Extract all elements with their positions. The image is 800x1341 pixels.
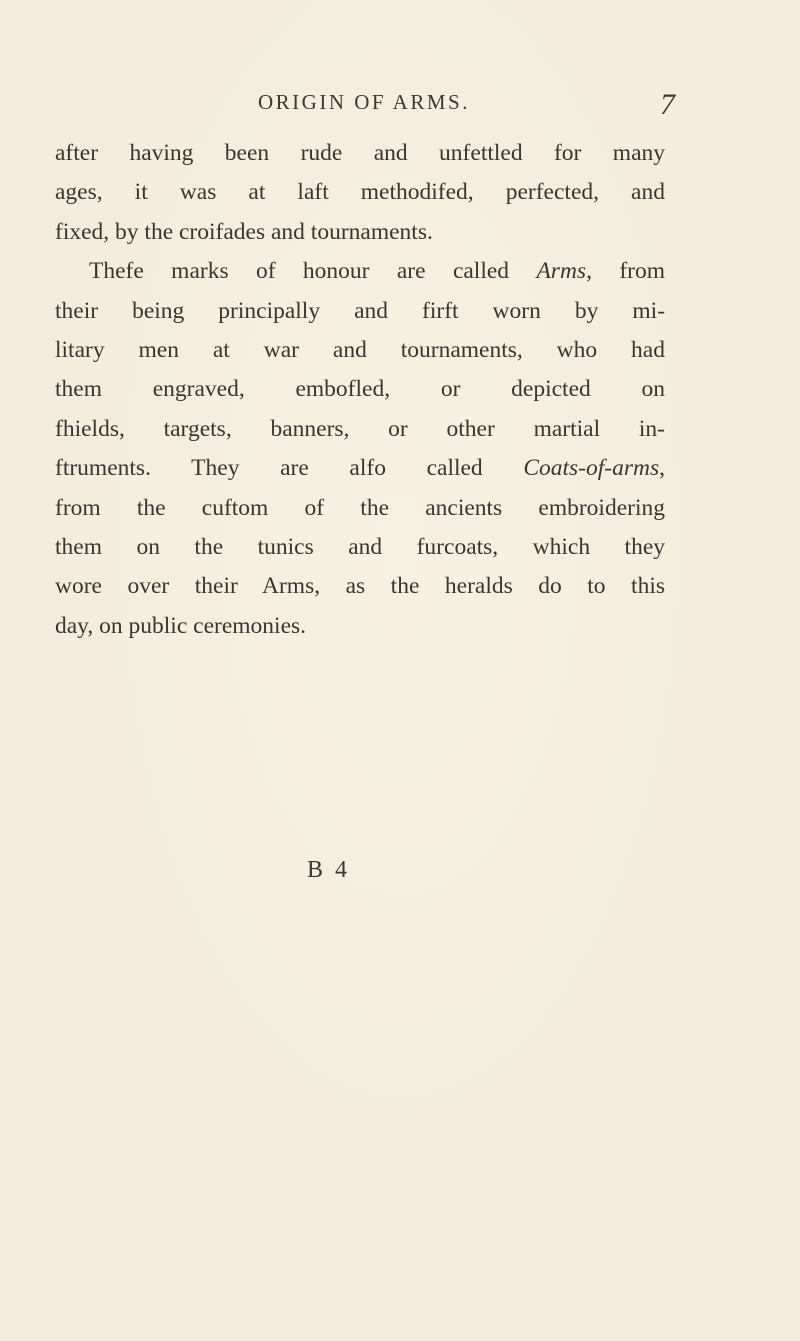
text-line: Thefe marks of honour are called Arms, from: [89, 258, 665, 285]
text-line: them on the tunics and furcoats, which they: [55, 533, 665, 560]
text-line: their being principally and firft worn by mi-: [55, 297, 665, 324]
text-line: after having been rude and unfettled for many: [55, 140, 665, 166]
text-line: them engraved, embofled, or depicted on: [55, 376, 665, 403]
text-line: ftruments. They are alfo called Coats-of-arms,: [55, 455, 665, 482]
italic-term-coats-of-arms: Coats-of-arms: [523, 455, 660, 482]
signature-mark: B 4: [307, 857, 351, 883]
italic-term-arms: Arms: [536, 258, 587, 285]
text-line: ages, it was at laft methodifed, perfected, and: [55, 179, 665, 206]
text-line: day, on public ceremonies.: [55, 612, 307, 639]
text-line: fixed, by the croifades and tournaments.: [55, 218, 433, 245]
running-head: ORIGIN OF ARMS.: [258, 90, 470, 114]
text-line: litary men at war and tournaments, who had: [55, 336, 665, 363]
text-line: from the cuftom of the ancients embroidering: [55, 494, 665, 521]
page-header: [0, 86, 800, 120]
body-text: [55, 134, 665, 646]
page-number: 7: [660, 88, 675, 121]
text-line: fhields, targets, banners, or other martial in-: [55, 415, 665, 442]
text-line: wore over their Arms, as the heralds do to this: [55, 573, 665, 600]
